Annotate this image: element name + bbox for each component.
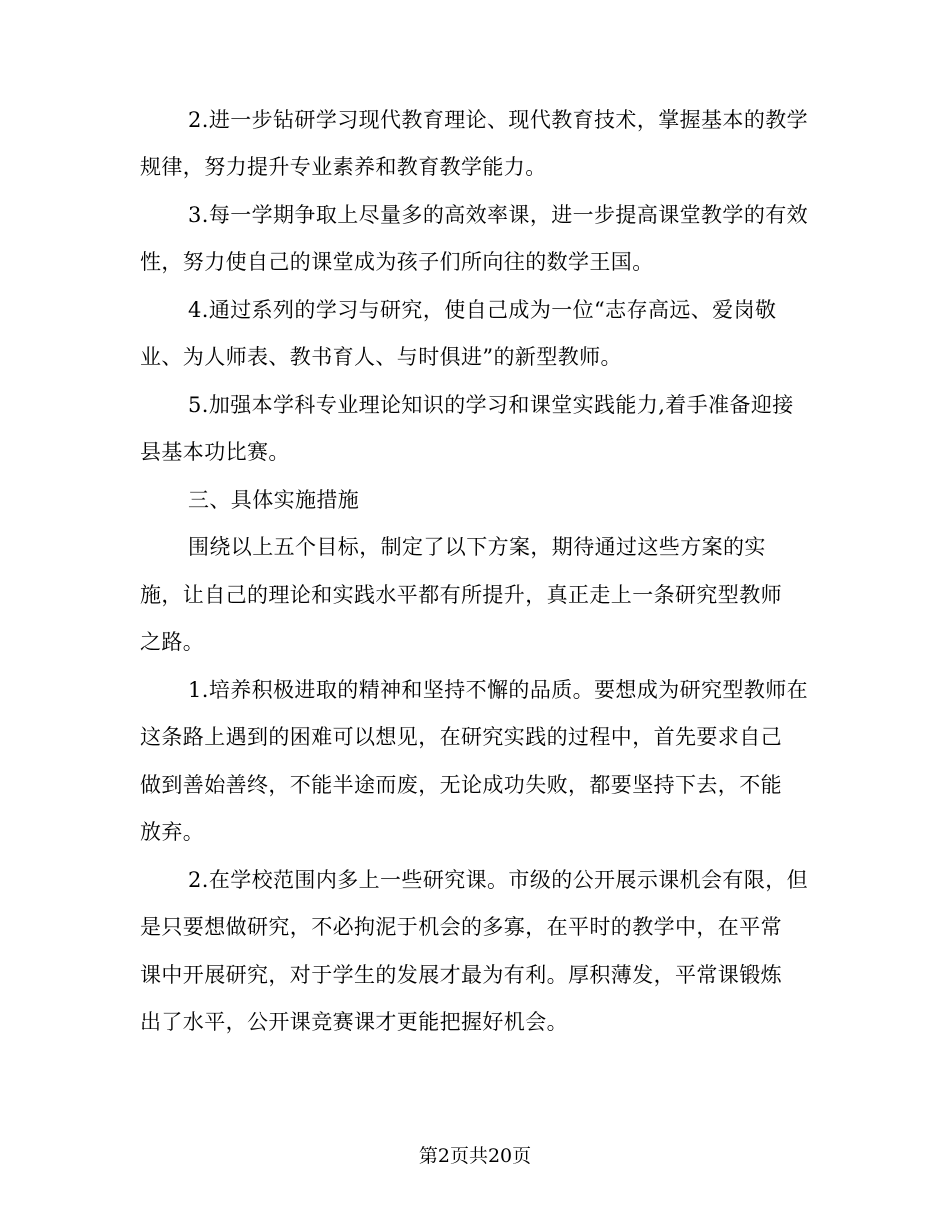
paragraph-line: 做到善始善终，不能半途而废，无论成功失败，都要坚持下去，不能 — [140, 773, 782, 797]
section-heading: 三、具体实施措施 — [188, 488, 360, 512]
paragraph-line: 2.在学校范围内多上一些研究课。市级的公开展示课机会有限，但 — [188, 868, 809, 892]
paragraph-line: 4.通过系列的学习与研究，使自己成为一位“志存高远、爱岗敬 — [188, 298, 777, 322]
paragraph-line: 业、为人师表、教书育人、与时俱进”的新型教师。 — [140, 345, 622, 369]
paragraph-line: 1.培养积极进取的精神和坚持不懈的品质。要想成为研究型教师在 — [188, 678, 809, 702]
paragraph-line: 县基本功比赛。 — [140, 440, 290, 464]
paragraph-line: 这条路上遇到的困难可以想见，在研究实践的过程中，首先要求自己 — [140, 725, 782, 749]
paragraph-line: 出了水平，公开课竞赛课才更能把握好机会。 — [140, 1010, 568, 1034]
paragraph-line: 性，努力使自己的课堂成为孩子们所向往的数学王国。 — [140, 250, 654, 274]
paragraph-line: 5.加强本学科专业理论知识的学习和课堂实践能力,着手准备迎接 — [188, 393, 794, 417]
paragraph-line: 之路。 — [140, 630, 205, 654]
paragraph-line: 课中开展研究，对于学生的发展才最为有利。厚积薄发，平常课锻炼 — [140, 963, 782, 987]
paragraph-line: 围绕以上五个目标，制定了以下方案，期待通过这些方案的实 — [188, 535, 766, 559]
paragraph-line: 是只要想做研究，不必拘泥于机会的多寡，在平时的教学中，在平常 — [140, 915, 782, 939]
paragraph-line: 放弃。 — [140, 820, 205, 844]
page-number-footer: 第2页共20页 — [418, 1145, 532, 1167]
paragraph-line: 施，让自己的理论和实践水平都有所提升，真正走上一条研究型教师 — [140, 583, 782, 607]
paragraph-line: 3.每一学期争取上尽量多的高效率课，进一步提高课堂教学的有效 — [188, 203, 809, 227]
paragraph-line: 2.进一步钻研学习现代教育理论、现代教育技术，掌握基本的教学 — [188, 108, 809, 132]
paragraph-line: 规律，努力提升专业素养和教育教学能力。 — [140, 155, 547, 179]
